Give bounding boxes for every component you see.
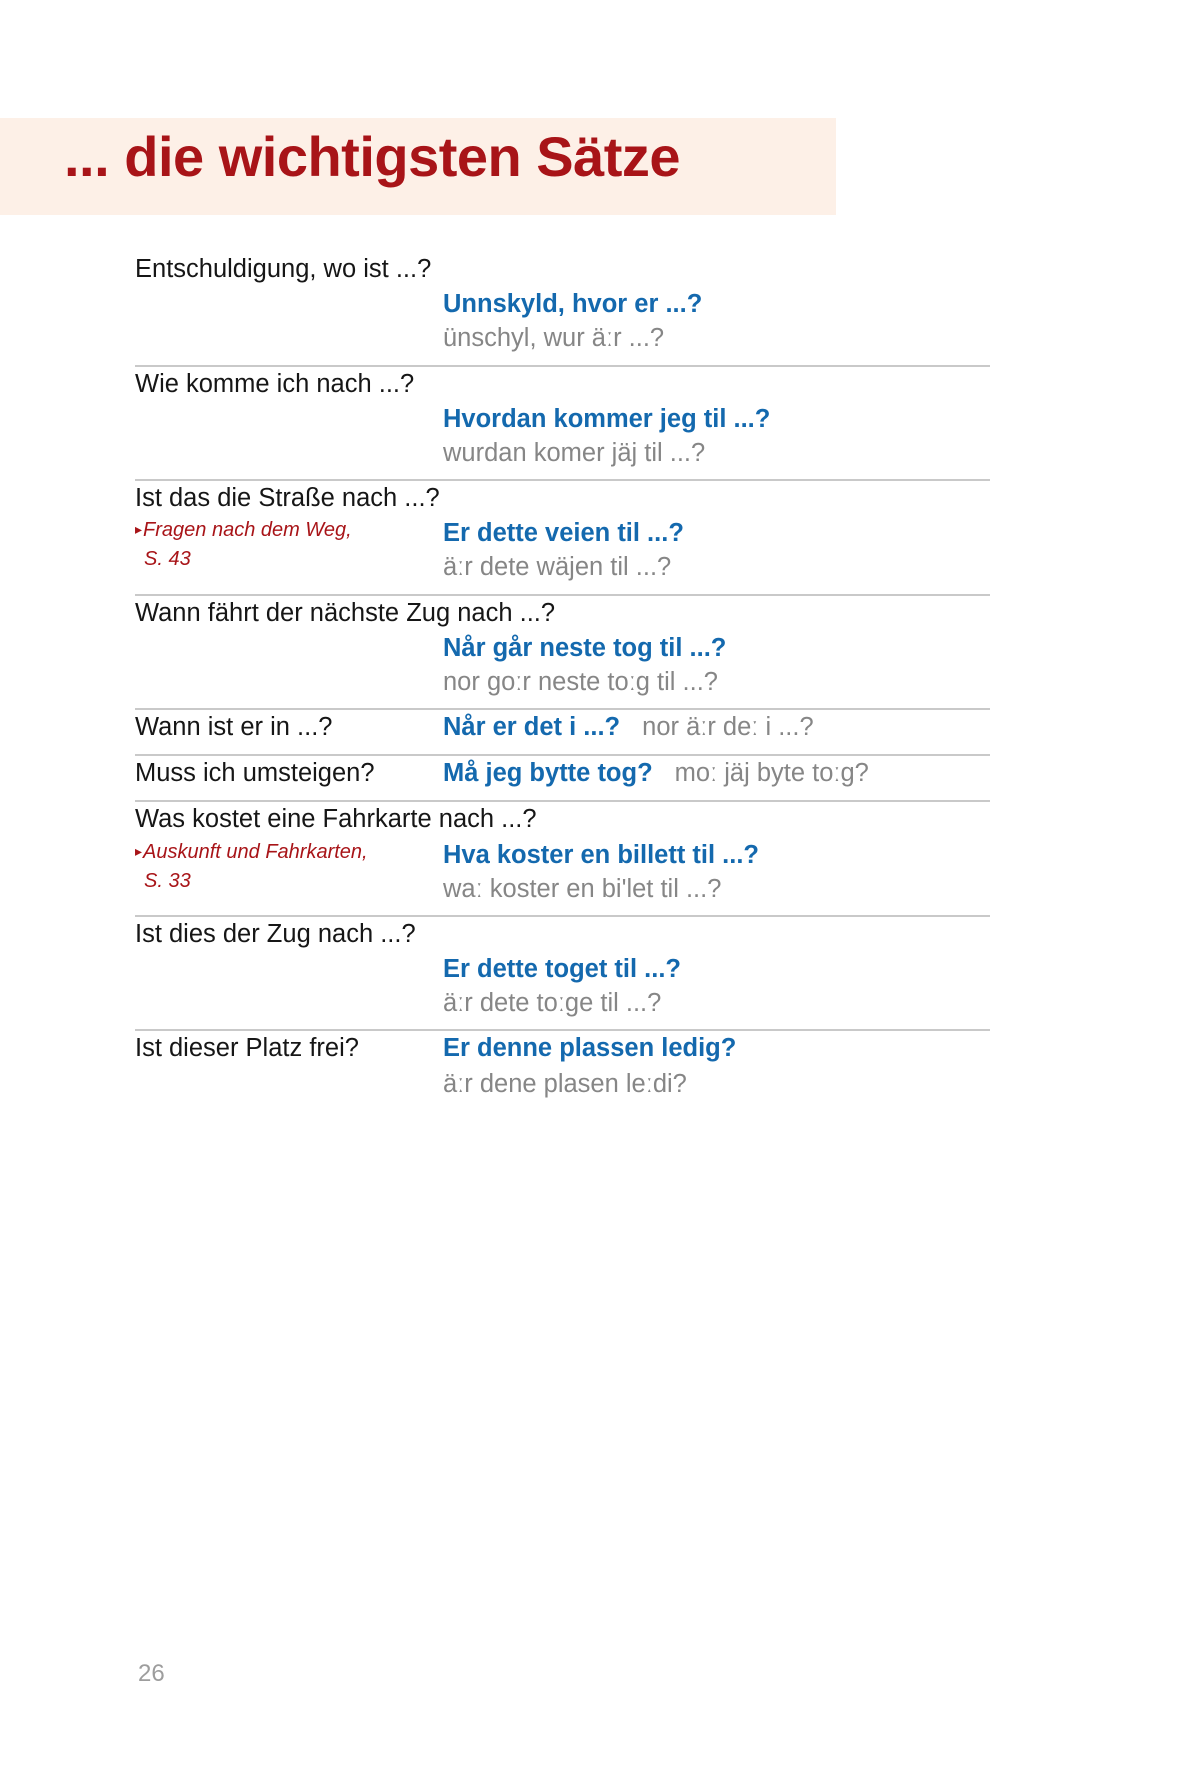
norwegian-phrase: Når er det i ...? [443, 713, 621, 741]
triangle-right-icon: ▸ [135, 842, 143, 859]
pronunciation: nor goːr neste toːg til ...? [443, 667, 718, 696]
cross-reference-link[interactable] [135, 516, 441, 574]
pronunciation: waː koster en bi'let til ...? [443, 874, 722, 903]
pronunciation: äːr dete toːge til ...? [443, 989, 662, 1018]
pronunciation: ünschyl, wur äːr ...? [443, 324, 665, 353]
norwegian-phrase: Er denne plassen ledig? [443, 1034, 737, 1063]
german-phrase: Ist dieser Platz frei? [135, 1034, 359, 1063]
phrase-entry [135, 252, 990, 367]
pronunciation: wurdan komer jäj til ...? [443, 438, 706, 467]
triangle-right-icon: ▸ [135, 521, 143, 538]
norwegian-phrase: Er dette veien til ...? [443, 519, 684, 548]
german-phrase: Muss ich umsteigen? [135, 759, 375, 788]
german-phrase: Wann ist er in ...? [135, 713, 333, 741]
norwegian-phrase: Hvordan kommer jeg til ...? [443, 404, 771, 433]
phrase-list [135, 252, 990, 1110]
cross-reference-page: S. 43 [144, 548, 191, 571]
phrase-entry [135, 802, 990, 917]
phrase-entry [135, 481, 990, 596]
german-phrase: Was kostet eine Fahrkarte nach ...? [135, 805, 537, 834]
pronunciation: äːr dene plasen leːdi? [443, 1069, 687, 1098]
german-phrase: Entschuldigung, wo ist ...? [135, 255, 432, 283]
norwegian-phrase: Unnskyld, hvor er ...? [443, 290, 703, 319]
german-phrase: Wann fährt der nächste Zug nach ...? [135, 598, 556, 627]
norwegian-phrase: Må jeg bytte tog? [443, 759, 653, 788]
cross-reference-link[interactable] [135, 838, 441, 896]
page-number: 26 [138, 1660, 165, 1687]
page-title: ... die wichtigsten Sätze [64, 125, 681, 188]
cross-reference-page: S. 33 [144, 869, 191, 892]
german-phrase: Ist dies der Zug nach ...? [135, 919, 416, 948]
phrase-entry [135, 367, 990, 482]
cross-reference-label: Auskunft und Fahrkarten, [143, 840, 368, 863]
pronunciation: nor äːr deː i ...? [642, 713, 814, 741]
norwegian-phrase: Når går neste tog til ...? [443, 633, 727, 662]
phrase-entry [135, 756, 990, 802]
pronunciation: moː jäj byte toːg? [674, 759, 869, 788]
phrase-entry [135, 1031, 990, 1109]
page-header-banner [0, 118, 836, 215]
cross-reference-label: Fragen nach dem Weg, [143, 519, 352, 542]
norwegian-phrase: Hva koster en billett til ...? [443, 840, 759, 869]
phrase-entry [135, 917, 990, 1032]
phrase-entry [135, 596, 990, 711]
phrase-entry [135, 710, 990, 756]
german-phrase: Wie komme ich nach ...? [135, 369, 415, 398]
norwegian-phrase: Er dette toget til ...? [443, 955, 682, 984]
pronunciation: äːr dete wäjen til ...? [443, 553, 672, 582]
german-phrase: Ist das die Straße nach ...? [135, 484, 440, 512]
